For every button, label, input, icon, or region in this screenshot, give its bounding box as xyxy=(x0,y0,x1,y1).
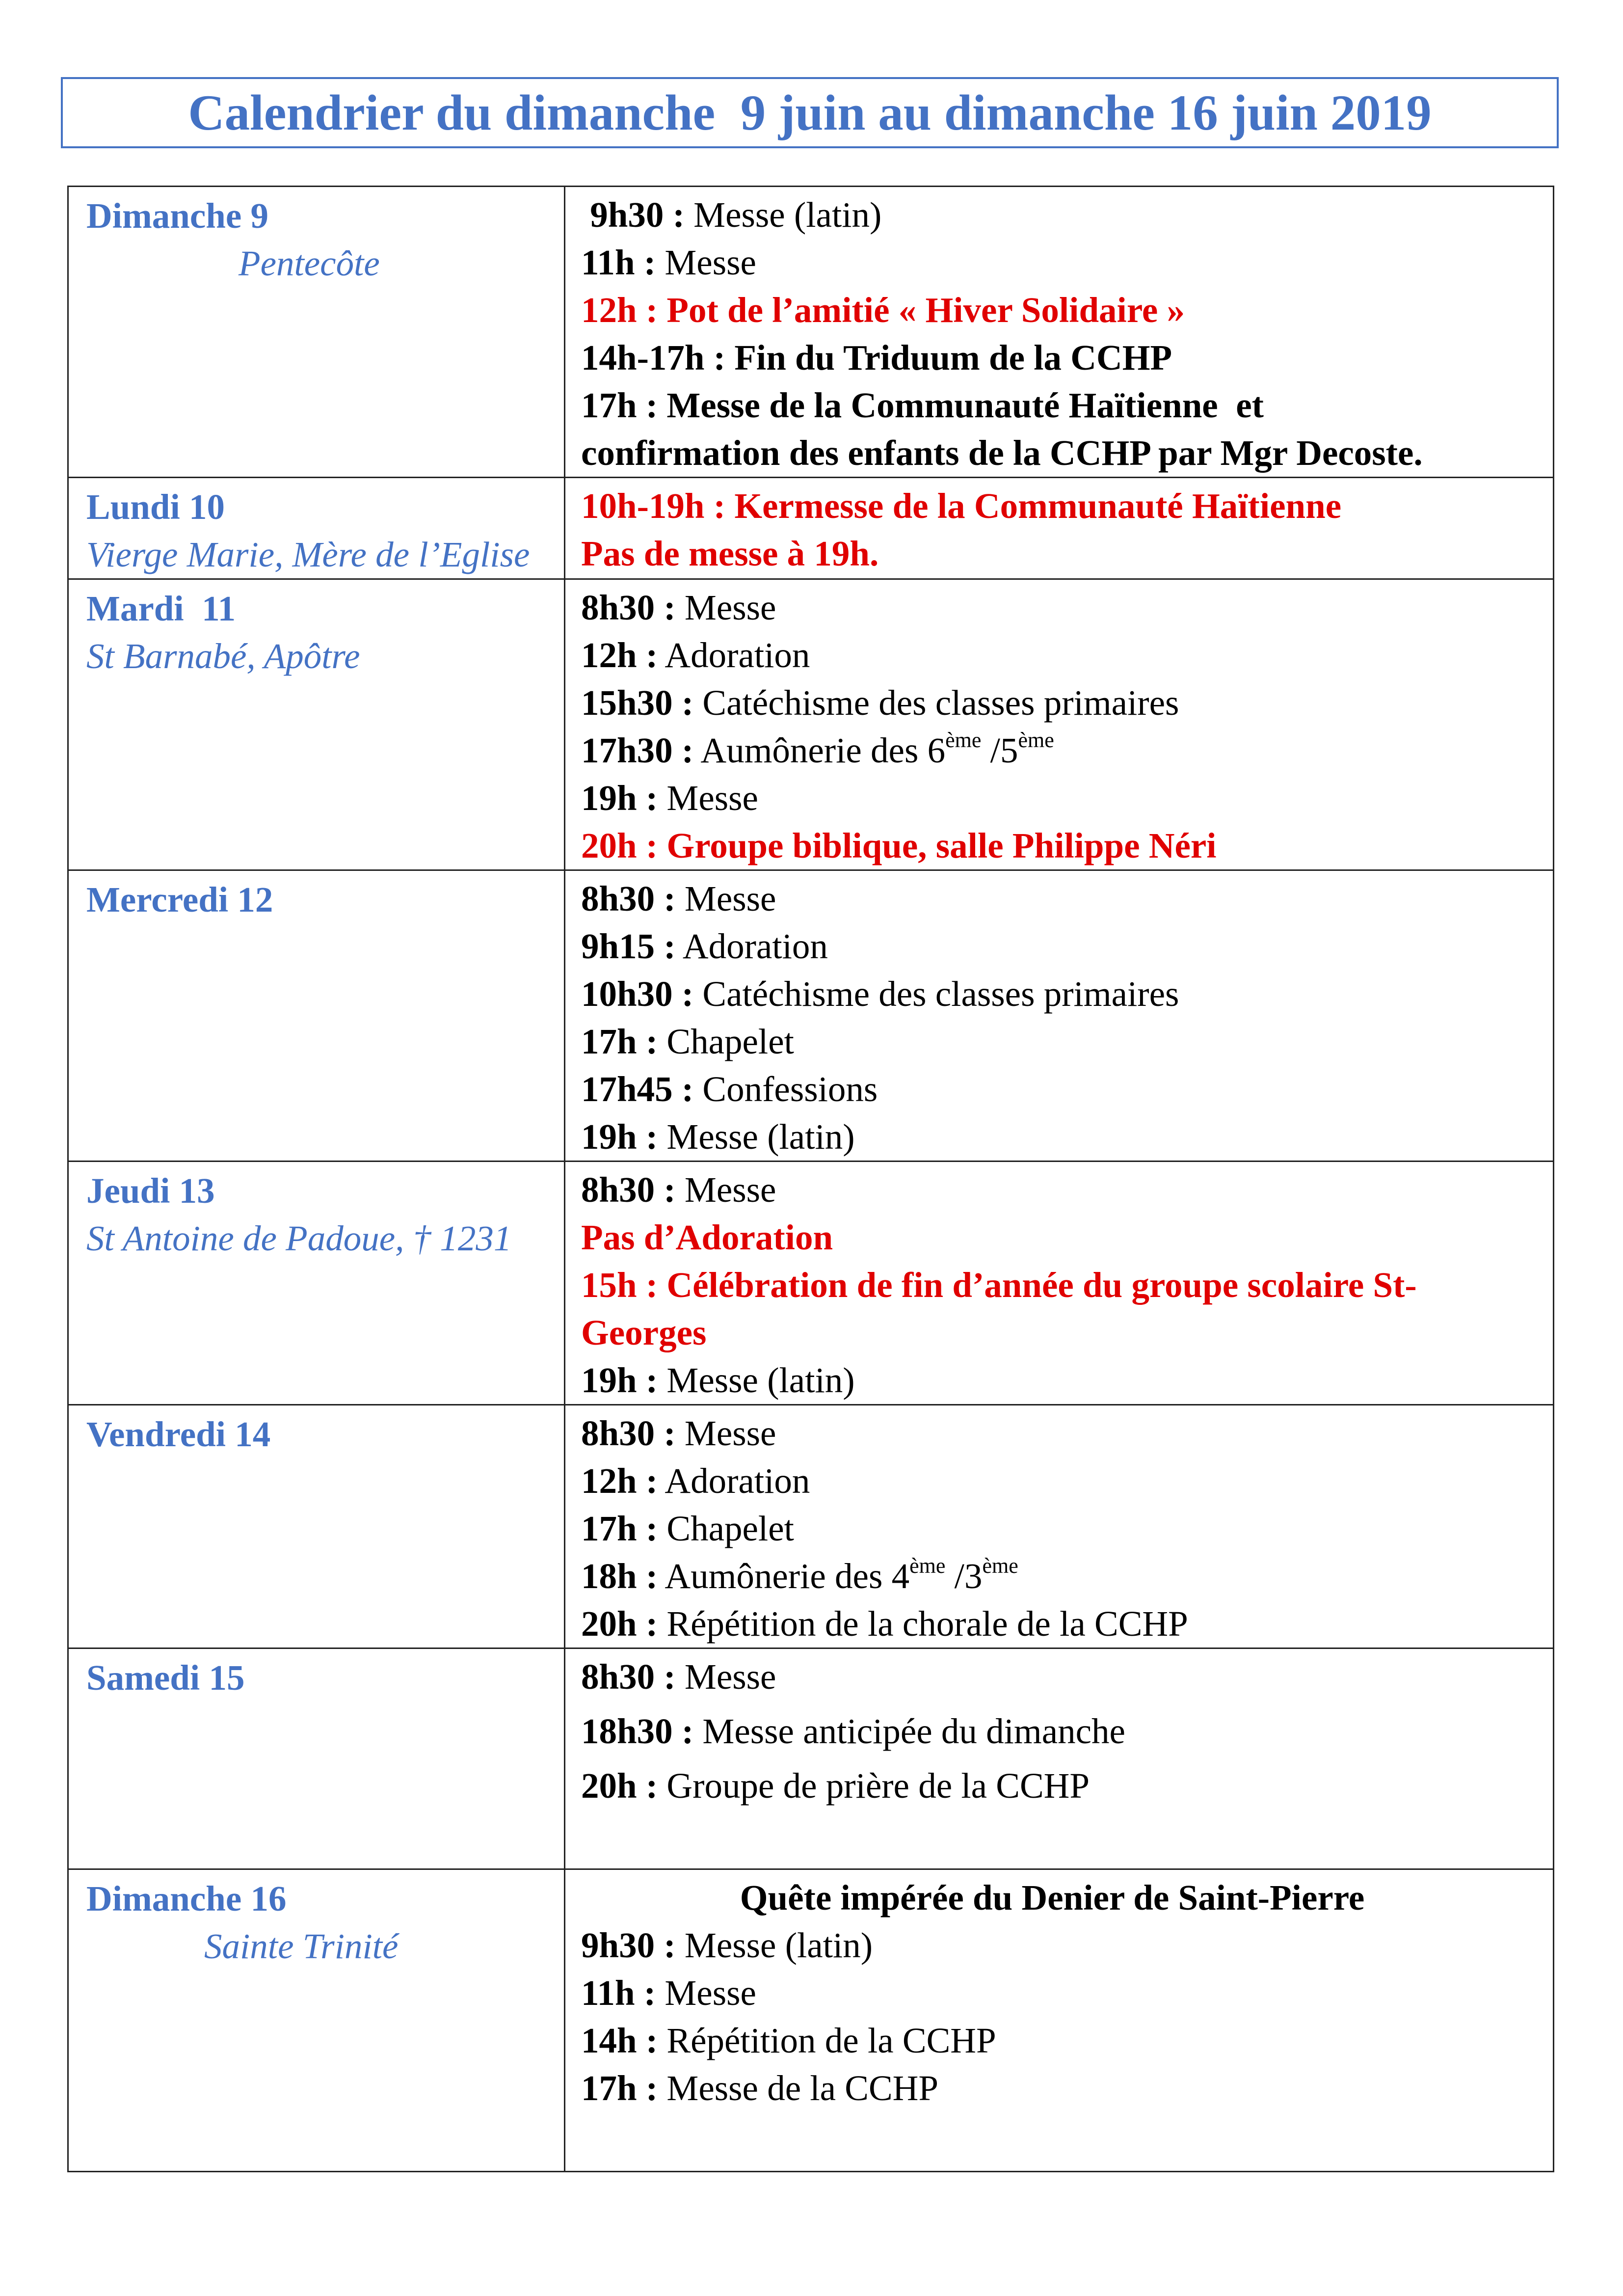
event-line xyxy=(581,191,1553,239)
day-name: Lundi 10 xyxy=(86,487,225,527)
event-line: 12h : Pot de l’amitié « Hiver Solidaire » xyxy=(581,290,1185,330)
event-line: Quête impérée du Denier de Saint-Pierre xyxy=(740,1878,1365,1918)
event-time: 8h30 : xyxy=(581,588,676,627)
table-row xyxy=(68,870,1554,1162)
event-line xyxy=(581,1065,1553,1113)
event-text: Messe (latin) xyxy=(684,195,882,235)
event-text: Messe xyxy=(656,1973,756,2013)
events-cell xyxy=(565,579,1554,870)
table-row xyxy=(68,579,1554,870)
calendar-table xyxy=(67,186,1554,2172)
day-cell xyxy=(68,579,565,870)
event-text: /5 xyxy=(981,730,1018,770)
event-time: 14h : xyxy=(581,2021,658,2060)
event-text: Adoration xyxy=(658,1461,810,1501)
event-line xyxy=(581,875,1553,922)
event-line: 10h-19h : Kermesse de la Communauté Haïtienne xyxy=(581,486,1342,526)
event-time: 8h30 : xyxy=(581,1170,676,1210)
event-line xyxy=(581,1762,1553,1810)
day-cell xyxy=(68,1869,565,2172)
event-line xyxy=(581,1505,1553,1552)
event-text: Aumônerie des 6 xyxy=(693,730,946,770)
event-time: 12h : xyxy=(581,1461,658,1501)
day-cell xyxy=(68,1162,565,1405)
event-line xyxy=(581,1409,1553,1457)
event-line: 20h : Groupe biblique, salle Philippe Néri xyxy=(581,826,1217,865)
event-time: 11h : xyxy=(581,243,656,282)
event-time: 12h : xyxy=(581,635,658,675)
event-time: 10h30 : xyxy=(581,974,694,1014)
event-text: Groupe de prière de la CCHP xyxy=(658,1766,1090,1806)
event-text: Messe de la CCHP xyxy=(658,2068,938,2108)
table-row xyxy=(68,1869,1554,2172)
feast-name: Pentecôte xyxy=(239,243,380,283)
superscript: ème xyxy=(982,1553,1018,1578)
event-line xyxy=(581,1356,1553,1404)
event-text: Messe (latin) xyxy=(658,1360,855,1400)
events-cell xyxy=(565,1162,1554,1405)
event-line xyxy=(581,1653,1553,1701)
event-text: Chapelet xyxy=(658,1022,794,1061)
event-line: 15h : Célébration de fin d’année du groupe scolaire St-Georges xyxy=(581,1265,1417,1352)
event-line: Pas d’Adoration xyxy=(581,1217,833,1257)
table-row xyxy=(68,1405,1554,1648)
event-line xyxy=(581,1707,1553,1755)
day-cell xyxy=(68,1648,565,1869)
table-row xyxy=(68,187,1554,478)
event-text: Chapelet xyxy=(658,1509,794,1548)
event-text: Messe xyxy=(675,588,776,627)
superscript: ème xyxy=(909,1553,946,1578)
event-line xyxy=(581,1166,1553,1214)
event-text: Répétition de la chorale de la CCHP xyxy=(658,1604,1188,1644)
event-text: Catéchisme des classes primaires xyxy=(693,974,1179,1014)
event-text: Messe (latin) xyxy=(675,1925,873,1965)
event-text: Répétition de la CCHP xyxy=(658,2021,996,2060)
event-line xyxy=(581,1113,1553,1161)
event-text: Messe xyxy=(656,243,756,282)
event-time: 9h30 : xyxy=(590,195,685,235)
event-text: Aumônerie des 4 xyxy=(658,1556,910,1596)
event-line xyxy=(581,922,1553,970)
table-row xyxy=(68,1162,1554,1405)
event-text: Adoration xyxy=(675,926,828,966)
events-cell xyxy=(565,1405,1554,1648)
day-name: Samedi 15 xyxy=(86,1658,245,1698)
event-text: Messe xyxy=(658,778,758,818)
events-cell xyxy=(565,1648,1554,1869)
table-row xyxy=(68,478,1554,579)
event-text: Confessions xyxy=(693,1069,878,1109)
day-cell xyxy=(68,1405,565,1648)
event-time: 8h30 : xyxy=(581,1413,676,1453)
event-line xyxy=(581,727,1553,774)
day-name: Dimanche 9 xyxy=(86,196,269,236)
title-box xyxy=(61,77,1559,148)
event-line: 17h : Messe de la Communauté Haïtienne et confirmation des enfants de la CCHP par Mgr Decoste. xyxy=(581,385,1423,473)
event-line xyxy=(581,631,1553,679)
event-time: 20h : xyxy=(581,1604,658,1644)
event-text: Adoration xyxy=(658,635,810,675)
day-name: Mardi 11 xyxy=(86,589,236,628)
event-line xyxy=(581,970,1553,1018)
event-time: 19h : xyxy=(581,1117,658,1157)
events-cell xyxy=(565,187,1554,478)
event-time: 19h : xyxy=(581,1360,658,1400)
event-time: 19h : xyxy=(581,778,658,818)
event-line: Pas de messe à 19h. xyxy=(581,534,879,573)
event-time: 18h : xyxy=(581,1556,658,1596)
event-line xyxy=(581,1457,1553,1505)
event-line xyxy=(581,774,1553,822)
event-time: 17h45 : xyxy=(581,1069,694,1109)
feast-name: Vierge Marie, Mère de l’Eglise xyxy=(86,535,530,574)
event-time: 17h : xyxy=(581,1509,658,1548)
event-text: Messe xyxy=(675,1657,776,1697)
day-name: Vendredi 14 xyxy=(86,1414,271,1454)
event-text: /3 xyxy=(945,1556,983,1596)
event-time: 9h15 : xyxy=(581,926,676,966)
event-time: 17h30 : xyxy=(581,730,694,770)
spacer xyxy=(581,1810,1553,1868)
event-text: Messe xyxy=(675,1170,776,1210)
feast-name: St Antoine de Padoue, † 1231 xyxy=(86,1218,512,1258)
event-time: 15h30 : xyxy=(581,683,694,723)
event-text: Messe (latin) xyxy=(658,1117,855,1157)
table-row xyxy=(68,1648,1554,1869)
day-cell xyxy=(68,187,565,478)
event-text: Catéchisme des classes primaires xyxy=(693,683,1179,723)
event-line xyxy=(581,2064,1553,2112)
event-line xyxy=(581,2017,1553,2064)
event-line xyxy=(581,1969,1553,2017)
spacer xyxy=(581,2112,1553,2171)
event-line xyxy=(581,1921,1553,1969)
event-line xyxy=(581,679,1553,727)
day-cell xyxy=(68,870,565,1162)
page-title: Calendrier du dimanche 9 juin au dimanche 16 juin 2019 xyxy=(188,84,1432,141)
event-time: 8h30 : xyxy=(581,1657,676,1697)
events-cell xyxy=(565,1869,1554,2172)
day-name: Dimanche 16 xyxy=(86,1879,287,1918)
event-line: 14h-17h : Fin du Triduum de la CCHP xyxy=(581,338,1172,378)
feast-name: St Barnabé, Apôtre xyxy=(86,636,360,676)
superscript: ème xyxy=(1018,728,1054,752)
event-line xyxy=(581,1600,1553,1648)
event-line xyxy=(581,1018,1553,1065)
events-cell xyxy=(565,478,1554,579)
day-name: Mercredi 12 xyxy=(86,880,273,919)
day-name: Jeudi 13 xyxy=(86,1171,215,1211)
event-text: Messe xyxy=(675,879,776,918)
event-time: 17h : xyxy=(581,2068,658,2108)
event-time: 17h : xyxy=(581,1022,658,1061)
feast-name: Sainte Trinité xyxy=(204,1926,399,1966)
events-cell xyxy=(565,870,1554,1162)
event-time: 8h30 : xyxy=(581,879,676,918)
event-line xyxy=(581,584,1553,631)
event-text: Messe anticipée du dimanche xyxy=(693,1711,1125,1751)
event-time: 11h : xyxy=(581,1973,656,2013)
day-cell xyxy=(68,478,565,579)
event-time: 9h30 : xyxy=(581,1925,676,1965)
event-line xyxy=(581,239,1553,286)
event-time: 18h30 : xyxy=(581,1711,694,1751)
event-time: 20h : xyxy=(581,1766,658,1806)
event-line xyxy=(581,1552,1553,1600)
event-text: Messe xyxy=(675,1413,776,1453)
superscript: ème xyxy=(945,728,982,752)
